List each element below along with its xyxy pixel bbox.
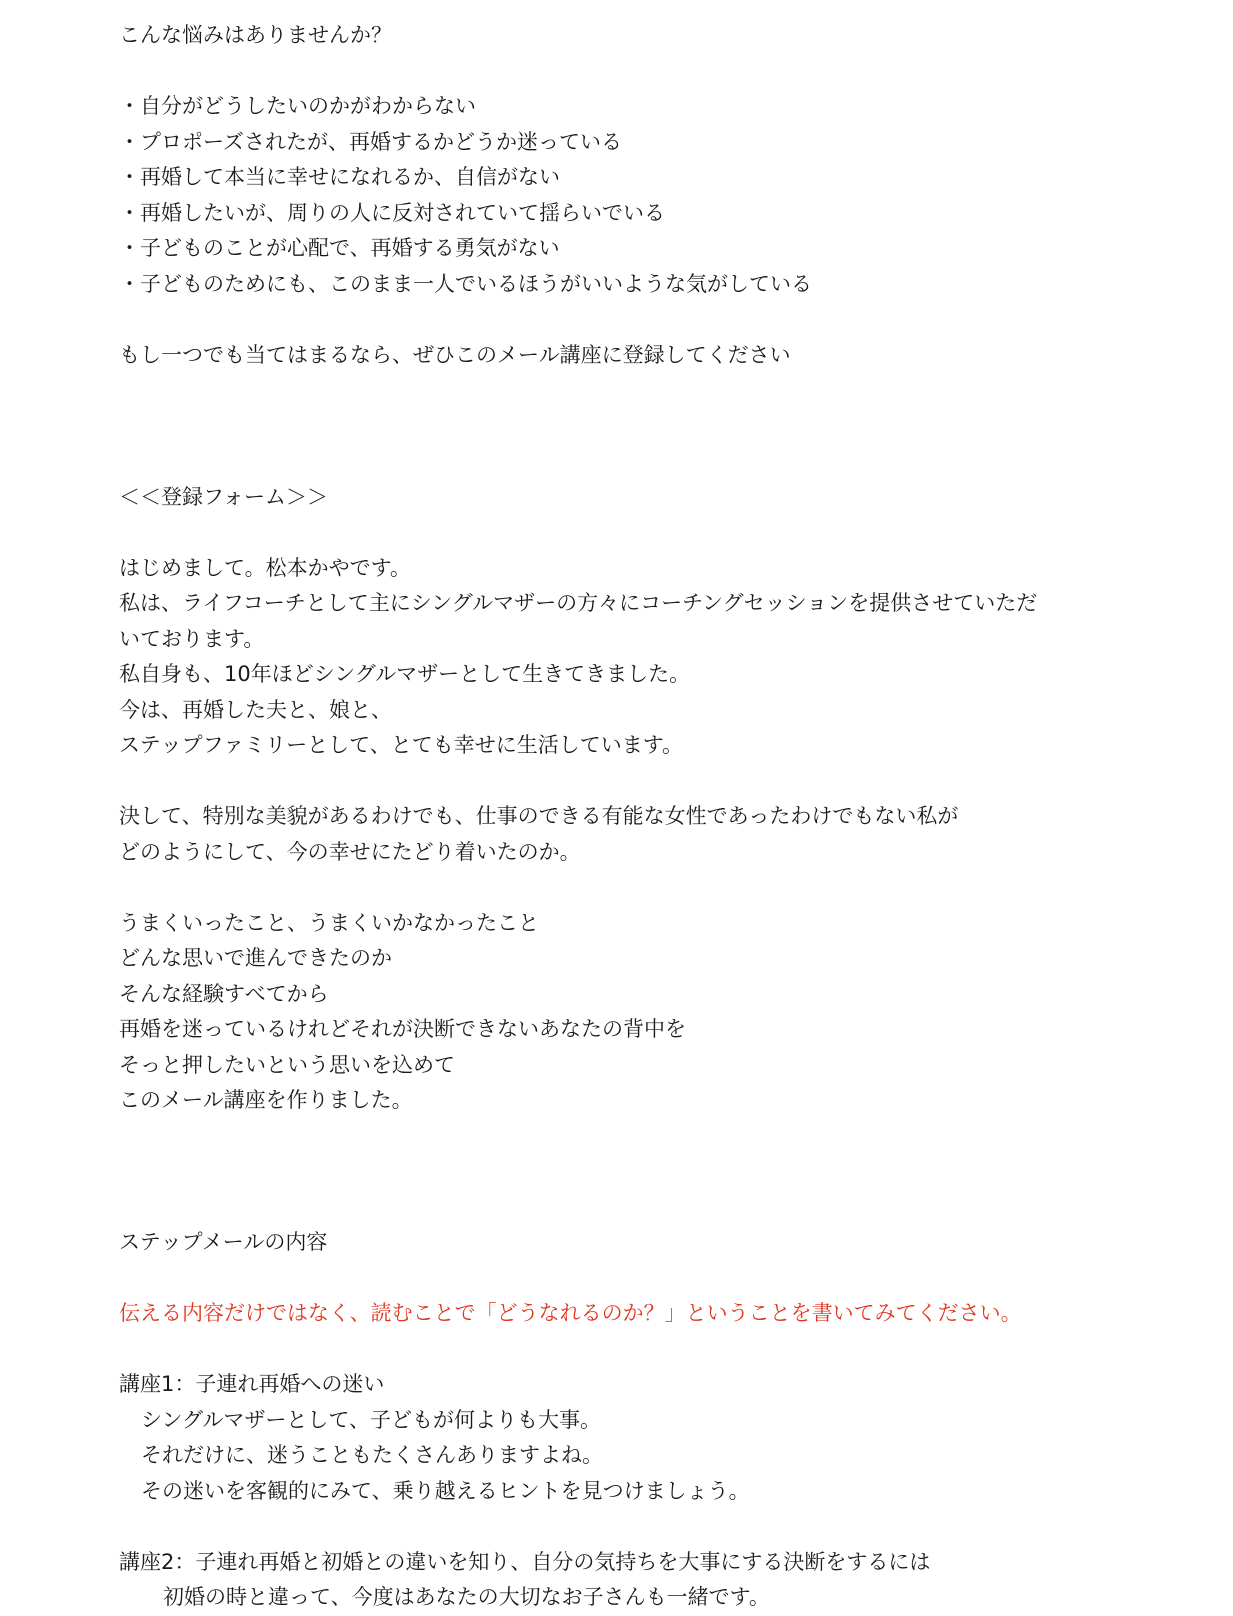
worry-item: ・再婚したいが、周りの人に反対されていて揺らいでいる [119, 200, 665, 225]
spacer [119, 1261, 1179, 1297]
motivation-line: どんな思いで進んできたのか [119, 946, 392, 970]
spacer [119, 1119, 1179, 1190]
lesson-2-line: 初婚の時と違って、今度はあなたの大切なお子さんも一緒です。 [163, 1585, 770, 1609]
spacer [119, 764, 1179, 800]
worry-item: ・子どものためにも、このまま一人でいるほうがいいような気がしている [119, 271, 812, 296]
motivation-line: そっと押したいという思いを込めて [119, 1052, 455, 1077]
lesson-1-line: その迷いを客観的にみて、乗り越えるヒントを見つけましょう。 [141, 1478, 750, 1503]
intro-question: こんな悩みはありませんか？ [119, 23, 392, 47]
document-body [119, 18, 1179, 1616]
motivation-line: このメール講座を作りました。 [119, 1088, 413, 1112]
lesson-2-title: 講座2：子連れ再婚と初婚との違いを知り、自分の気持ちを大事にする決断をするには [119, 1549, 931, 1574]
spacer [119, 515, 1179, 551]
step-mail-note: 伝える内容だけではなく、読むことで「どうなれるのか？」ということを書いてみてください。 [119, 1301, 1022, 1325]
motivation-line: そんな経験すべてから [119, 981, 329, 1006]
lesson-1 [119, 1367, 1179, 1509]
story-paragraph [119, 799, 1179, 870]
step-mail-heading: ステップメールの内容 [119, 1230, 328, 1254]
worry-item: ・自分がどうしたいのかがわからない [119, 94, 476, 118]
worry-item: ・子どものことが心配で、再婚する勇気がない [119, 236, 560, 260]
spacer [119, 54, 1179, 90]
worry-item: ・再婚して本当に幸せになれるか、自信がない [119, 165, 560, 189]
profile-line: ステップファミリーとして、とても幸せに生活しています。 [119, 733, 684, 757]
spacer [119, 373, 1179, 444]
lesson-2 [119, 1545, 1179, 1616]
profile-line: いております。 [119, 626, 265, 651]
motivation-paragraph [119, 906, 1179, 1119]
spacer [119, 1509, 1179, 1545]
profile-paragraph [119, 551, 1179, 764]
lesson-1-line: それだけに、迷うこともたくさんありますよね。 [141, 1443, 603, 1467]
profile-line: はじめまして。松本かやです。 [119, 555, 411, 580]
spacer [119, 302, 1179, 338]
profile-line: 今は、再婚した夫と、娘と、 [119, 697, 392, 722]
spacer [119, 444, 1179, 480]
lesson-1-line: シングルマザーとして、子どもが何よりも大事。 [141, 1407, 602, 1432]
story-line: 決して、特別な美貌があるわけでも、仕事のできる有能な女性であったわけでもない私が [119, 804, 959, 828]
spacer [119, 1190, 1179, 1226]
story-line: どのようにして、今の幸せにたどり着いたのか。 [119, 839, 581, 864]
spacer [119, 870, 1179, 906]
profile-line: 私は、ライフコーチとして主にシングルマザーの方々にコーチングセッションを提供させていただ [119, 591, 1038, 615]
spacer [119, 1332, 1179, 1368]
registration-form-label: ＜＜登録フォーム＞＞ [119, 484, 328, 509]
call-to-action: もし一つでも当てはまるなら、ぜひこのメール講座に登録してください [119, 342, 791, 367]
motivation-line: うまくいったこと、うまくいかなかったこと [119, 910, 539, 935]
worry-item: ・プロポーズされたが、再婚するかどうか迷っている [119, 129, 622, 154]
lesson-1-title: 講座1：子連れ再婚への迷い [119, 1372, 385, 1396]
worries-list [119, 89, 1179, 302]
profile-line: 私自身も、10年ほどシングルマザーとして生きてきました。 [119, 662, 691, 686]
motivation-line: 再婚を迷っているけれどそれが決断できないあなたの背中を [119, 1017, 686, 1041]
